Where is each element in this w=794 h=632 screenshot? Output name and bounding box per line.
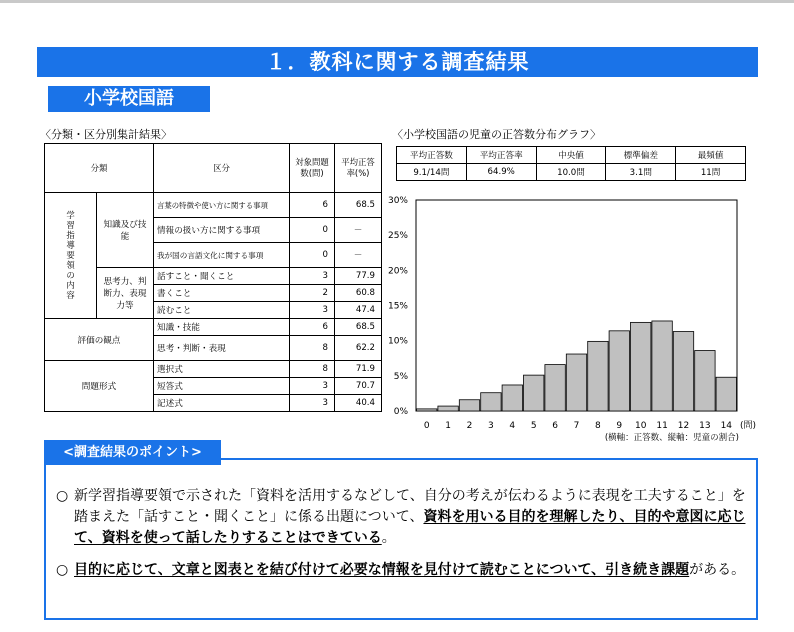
histogram-bar: [695, 351, 715, 411]
stats-value: 3.1問: [606, 164, 676, 181]
row-count: 3: [290, 302, 335, 319]
row-count: 6: [290, 193, 335, 218]
row-label: 記述式: [154, 395, 290, 412]
group-label-cell: [45, 193, 97, 319]
distribution-histogram: [386, 192, 766, 442]
points-box: [44, 458, 758, 620]
point-emphasis-text: 資料を用いる目的を理解したり、目的や意図に応じて、資料を使って話したりすることはできている: [74, 509, 746, 546]
point-tail-text: 。: [381, 530, 396, 546]
x-tick-label: 13: [699, 421, 711, 431]
y-tick-label: 10%: [387, 336, 408, 347]
stats-table: [396, 146, 746, 181]
point-tail-text: がある。: [689, 562, 746, 578]
table-row: [45, 361, 382, 378]
top-rule: [0, 0, 794, 3]
tally-section-label: 〈分類・区分別集計結果〉: [40, 128, 172, 141]
stats-header: 中央値: [536, 147, 606, 164]
knowledge-label: 知識及び技能: [97, 193, 154, 268]
row-rate: －: [335, 218, 382, 243]
point-bullet-icon: ○: [56, 488, 69, 504]
row-count: 0: [290, 218, 335, 243]
row-label: 言葉の特徴や使い方に関する事項: [154, 193, 290, 218]
point-item: [56, 560, 750, 581]
point-plain-text: 新学習指導要領で示された「資料を活用するなどして、自分の考えが伝わるように表現を工夫すること」を踏まえた「話すこと・聞くこと」に係る出題について、: [74, 488, 746, 525]
point-bullet-icon: ○: [56, 562, 69, 578]
header-subcategory: 区分: [154, 144, 290, 193]
row-count: 3: [290, 378, 335, 395]
x-tick-label: 14: [720, 421, 733, 431]
x-tick-label: 11: [656, 421, 668, 431]
x-tick-label: 1: [445, 421, 451, 431]
row-rate: 40.4: [335, 395, 382, 412]
row-count: 6: [290, 319, 335, 336]
distribution-section-label: 〈小学校国語の児童の正答数分布グラフ〉: [392, 128, 601, 141]
x-tick-label: 8: [595, 421, 601, 431]
x-tick-label: 5: [530, 421, 537, 431]
row-label: 知識・技能: [154, 319, 290, 336]
stats-value: 9.1/14問: [397, 164, 467, 181]
stats-header: 平均正答数: [397, 147, 467, 164]
row-rate: 68.5: [335, 193, 382, 218]
row-count: 8: [290, 361, 335, 378]
row-rate: 71.9: [335, 361, 382, 378]
histogram-bar: [417, 409, 437, 411]
format-label: 問題形式: [45, 361, 154, 412]
stats-header: 平均正答率: [466, 147, 536, 164]
row-label: 読むこと: [154, 302, 290, 319]
points-header: <調査結果のポイント>: [44, 440, 221, 465]
row-label: 我が国の言語文化に関する事項: [154, 243, 290, 268]
row-count: 8: [290, 336, 335, 361]
subject-title: 小学校国語: [48, 86, 210, 112]
point-text: [74, 560, 750, 581]
row-label: 選択式: [154, 361, 290, 378]
row-rate: 70.7: [335, 378, 382, 395]
y-tick-label: 5%: [393, 371, 408, 382]
row-label: 話すこと・聞くこと: [154, 268, 290, 285]
histogram-bar: [502, 385, 522, 411]
point-emphasis-text: 目的に応じて、文章と図表とを結び付けて必要な情報を見付けて読むことについて、引き続き課題: [74, 562, 690, 578]
row-count: 2: [290, 285, 335, 302]
row-rate: 60.8: [335, 285, 382, 302]
stats-value-row: [397, 164, 746, 181]
histogram-bar: [588, 341, 608, 411]
histogram-bar: [481, 393, 501, 411]
y-tick-label: 30%: [387, 196, 408, 206]
histogram-bar: [524, 375, 544, 411]
row-label: 思考・判断・表現: [154, 336, 290, 361]
point-item: [56, 486, 750, 549]
table-row: [45, 193, 382, 218]
row-count: 3: [290, 268, 335, 285]
x-axis-unit: (問): [740, 421, 757, 431]
stats-header: 最頻値: [676, 147, 746, 164]
row-label: 短答式: [154, 378, 290, 395]
x-tick-label: 9: [616, 421, 623, 431]
row-rate: 68.5: [335, 319, 382, 336]
histogram-bar: [631, 322, 651, 411]
stats-header: 標準偏差: [606, 147, 676, 164]
x-tick-label: 4: [509, 421, 516, 431]
thinking-label: 思考力、判断力、表現力等: [97, 268, 154, 319]
table-row: [45, 319, 382, 336]
row-label: 情報の扱い方に関する事項: [154, 218, 290, 243]
y-tick-label: 25%: [387, 231, 408, 242]
stats-value: 64.9%: [466, 164, 536, 181]
x-tick-label: 12: [677, 421, 690, 431]
axis-note: (横軸：正答数、縦軸：児童の割合): [604, 433, 739, 442]
histogram-bar: [673, 332, 693, 411]
histogram-bar: [652, 321, 672, 411]
stats-header-row: [397, 147, 746, 164]
main-title: １．教科に関する調査結果: [37, 47, 758, 77]
x-tick-label: 7: [573, 421, 580, 431]
y-tick-label: 20%: [387, 266, 408, 277]
row-rate: 47.4: [335, 302, 382, 319]
header-category: 分類: [45, 144, 154, 193]
group-label: 学習指導要領の内容: [66, 210, 75, 300]
x-tick-label: 0: [423, 421, 430, 431]
eval-label: 評価の観点: [45, 319, 154, 361]
header-rate: 平均正答率(%): [335, 144, 382, 193]
x-tick-label: 6: [552, 421, 558, 431]
tally-header-row: [45, 144, 382, 193]
stats-value: 10.0問: [536, 164, 606, 181]
histogram-bar: [566, 354, 586, 411]
histogram-bar: [609, 331, 629, 411]
tally-table: [44, 143, 382, 412]
row-count: 0: [290, 243, 335, 268]
x-tick-label: 2: [466, 421, 473, 431]
histogram-bar: [438, 406, 458, 411]
row-rate: －: [335, 243, 382, 268]
row-count: 3: [290, 395, 335, 412]
row-rate: 77.9: [335, 268, 382, 285]
histogram-bar: [459, 400, 479, 411]
histogram-bar: [716, 377, 736, 411]
histogram-bar: [545, 365, 565, 411]
row-rate: 62.2: [335, 336, 382, 361]
stats-value: 11問: [676, 164, 746, 181]
point-text: [74, 486, 750, 549]
y-tick-label: 0%: [393, 407, 408, 417]
row-label: 書くこと: [154, 285, 290, 302]
x-tick-label: 10: [634, 421, 647, 431]
header-count: 対象問題数(問): [290, 144, 335, 193]
y-tick-label: 15%: [387, 301, 408, 312]
x-tick-label: 3: [488, 421, 494, 431]
